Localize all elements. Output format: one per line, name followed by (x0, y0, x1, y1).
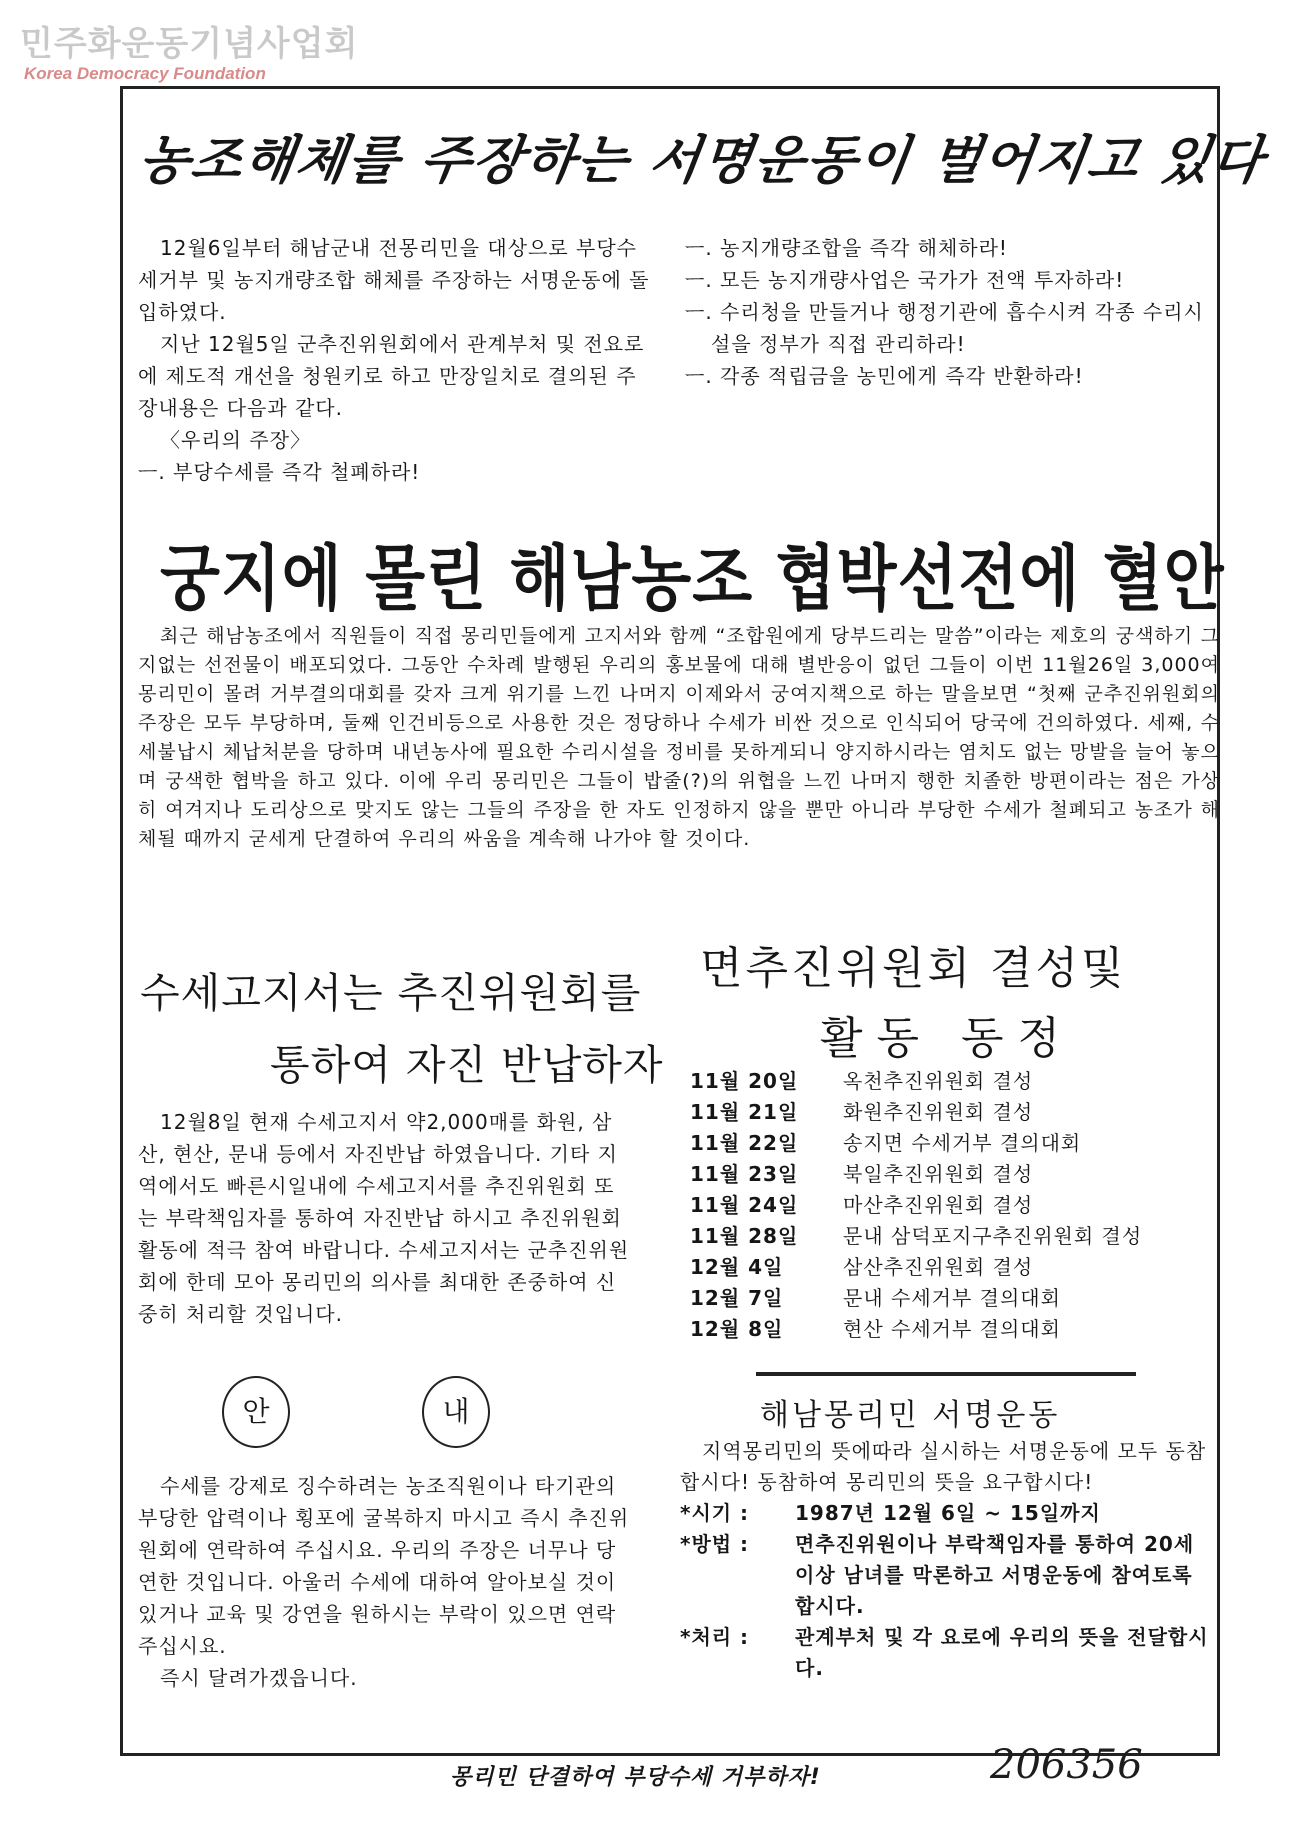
petition-divider (756, 1372, 1136, 1376)
petition-item (680, 1622, 1210, 1684)
demand-item: ㅡ. 농지개량조합을 즉각 해체하라! (685, 236, 1008, 260)
signature-drive-right (685, 232, 1210, 392)
schedule-event: 마산추진위원회 결성 (843, 1193, 1034, 1217)
handwritten-number: 206356 (990, 1742, 1143, 1788)
page-headline: 농조해체를 주장하는 서명운동이 벌어지고 있다 (135, 130, 1269, 191)
schedule-row (690, 1314, 1210, 1345)
committee-title-line-2: 활동 동정 (820, 1013, 1075, 1064)
demand-item: ㅡ. 수리청을 만들거나 행정기관에 흡수시켜 각종 수리시설을 정부가 직접 관리하라! (685, 300, 1204, 356)
schedule-date: 12월 4일 (690, 1255, 784, 1279)
schedule-row (690, 1128, 1210, 1159)
schedule-date: 11월 23일 (690, 1162, 799, 1186)
committee-schedule (690, 1066, 1210, 1345)
petition-item (680, 1529, 1210, 1622)
watermark-english: Korea Democracy Foundation (24, 64, 266, 83)
schedule-row (690, 1066, 1210, 1097)
petition-item-text: 1987년 12월 6일 ~ 15일까지 (795, 1501, 1101, 1525)
committee-title-line-1: 면추진위원회 결성및 (700, 943, 1127, 994)
guide-text (138, 1470, 630, 1694)
guide-closing: 즉시 달려가겠읍니다. (160, 1666, 358, 1690)
petition-section (680, 1436, 1210, 1684)
schedule-event: 옥천추진위원회 결성 (843, 1069, 1034, 1093)
guide-body: 수세를 강제로 징수하려는 농조직원이나 타기관의 부당한 압력이나 횡포에 굴복하지 마시고 즉시 추진위원회에 연락하여 주십시요. 우리의 주장은 너무나 당연한 것입니다. 아울러 수세에 대하여 알아보실 것이 있거나 교육 및 강연을 원하시는 부락이 있으면 연락주십시요. (138, 1474, 630, 1658)
schedule-row (690, 1252, 1210, 1283)
petition-item-label: *처리 : (680, 1625, 750, 1649)
schedule-date: 12월 7일 (690, 1286, 784, 1310)
schedule-event: 문내 수세거부 결의대회 (843, 1286, 1061, 1310)
petition-item-text: 관계부처 및 각 요로에 우리의 뜻을 전달합시다. (795, 1625, 1209, 1680)
footer-slogan: 몽리민 단결하여 부당수세 거부하자! (450, 1765, 821, 1790)
signature-drive-paragraph-2: 지난 12월5일 군추진위원회에서 관계부처 및 전요로에 제도적 개선을 청원키로 하고 만장일치로 결의된 주장내용은 다음과 같다. (138, 332, 645, 420)
schedule-row (690, 1097, 1210, 1128)
notice-body: 12월8일 현재 수세고지서 약2,000매를 화원, 삼산, 현산, 문내 등에서 자진반납 하였읍니다. 기타 지역에서도 빠른시일내에 수세고지서를 추진위원회 또는 부락책임자를 통하여 자진반납 하시고 추진위원회 활동에 적극 참여 바랍니다. 수세고지서는 군추진위원회에 한데 모아 몽리민의 의사를 최대한 존중하여 신중히 처리할 것입니다. (138, 1110, 630, 1326)
main-article-title: 궁지에 몰린 해남농조 협박선전에 혈안 (160, 536, 1225, 621)
demand-item: ㅡ. 각종 적립금을 농민에게 즉각 반환하라! (685, 364, 1084, 388)
schedule-row (690, 1221, 1210, 1252)
schedule-row (690, 1159, 1210, 1190)
schedule-event: 화원추진위원회 결성 (843, 1100, 1034, 1124)
schedule-row (690, 1190, 1210, 1221)
signature-drive-paragraph-1: 12월6일부터 해남군내 전몽리민을 대상으로 부당수세거부 및 농지개량조합 해체를 주장하는 서명운동에 돌입하였다. (138, 236, 650, 324)
main-article-body: 최근 해남농조에서 직원들이 직접 몽리민들에게 고지서와 함께 “조합원에게 당부드리는 말씀”이라는 제호의 궁색하기 그지없는 선전물이 배포되었다. 그동안 수차례 발행된 우리의 홍보물에 대해 별반응이 없던 그들이 이번 11월26일 3,000여 몽리민이 몰려 거부결의대회를 갖자 크게 위기를 느낀 나머지 이제와서 궁여지책으로 하는 말을보면 “첫째 군추진위원회의 주장은 모두 부당하며, 둘째 인건비등으로 사용한 것은 정당하나 수세가 비싼 것으로 인식되어 당국에 건의하였다. 세째, 수세불납시 체납처분을 당하며 내년농사에 필요한 수리시설을 정비를 못하게되니 양지하시라는 염치도 없는 망발을 늘어 놓으며 궁색한 협박을 하고 있다. 이에 우리 몽리민은 그들이 밥줄(?)의 위협을 느낀 나머지 행한 치졸한 방편이라는 점은 가상히 여겨지나 도리상으로 맞지도 않는 그들의 주장을 한 자도 인정하지 않을 뿐만 아니라 부당한 수세가 철폐되고 농조가 해체될 때까지 굳세게 단결하여 우리의 싸움을 계속해 나가야 할 것이다. (138, 625, 1220, 850)
schedule-row (690, 1283, 1210, 1314)
petition-item-text: 면추진위원이나 부락책임자를 통하여 20세이상 남녀를 막론하고 서명운동에 참여토록 합시다. (795, 1532, 1195, 1618)
notice-title-line-1: 수세고지서는 추진위원회를 (140, 969, 642, 1017)
claims-title: 〈우리의 주장〉 (160, 428, 311, 452)
guide-char-oval: 안 (222, 1376, 290, 1448)
schedule-date: 12월 8일 (690, 1317, 784, 1341)
schedule-event: 북일추진위원회 결성 (843, 1162, 1034, 1186)
notice-title-line-2: 통하여 자진 반납하자 (270, 1041, 664, 1089)
demand-item: ㅡ. 부당수세를 즉각 철폐하라! (138, 460, 421, 484)
schedule-date: 11월 24일 (690, 1193, 799, 1217)
petition-item (680, 1498, 1210, 1529)
petition-intro: 지역몽리민의 뜻에따라 실시하는 서명운동에 모두 동참합시다! 동참하여 몽리민의 뜻을 요구합시다! (680, 1439, 1207, 1494)
petition-title: 해남몽리민 서명운동 (760, 1398, 1061, 1433)
schedule-date: 11월 20일 (690, 1069, 799, 1093)
schedule-date: 11월 28일 (690, 1224, 799, 1248)
petition-item-label: *방법 : (680, 1532, 750, 1556)
schedule-event: 현산 수세거부 결의대회 (843, 1317, 1061, 1341)
schedule-event: 문내 삼덕포지구추진위원회 결성 (843, 1224, 1143, 1248)
schedule-date: 11월 21일 (690, 1100, 799, 1124)
demand-item: ㅡ. 모든 농지개량사업은 국가가 전액 투자하라! (685, 268, 1125, 292)
watermark-korean: 민주화운동기념사업회 (20, 24, 359, 64)
petition-item-label: *시기 : (680, 1501, 750, 1525)
schedule-event: 송지면 수세거부 결의대회 (843, 1131, 1082, 1155)
signature-drive-left (138, 232, 650, 488)
schedule-event: 삼산추진위원회 결성 (843, 1255, 1034, 1279)
schedule-date: 11월 22일 (690, 1131, 799, 1155)
guide-char-oval: 내 (422, 1376, 490, 1448)
